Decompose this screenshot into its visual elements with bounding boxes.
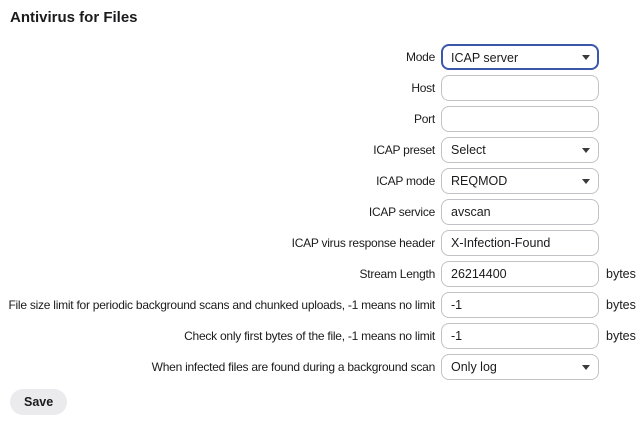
form-row-stream-length	[0, 261, 640, 287]
host-label: Host	[411, 81, 435, 95]
icap-preset-select[interactable]	[441, 137, 599, 163]
icap-mode-label: ICAP mode	[376, 174, 435, 188]
icap-virus-response-header-field	[441, 230, 599, 256]
form-row-icap-service	[0, 199, 640, 225]
file-size-limit-label: File size limit for periodic background scans and chunked uploads, -1 means no limit	[8, 298, 435, 312]
port-input[interactable]	[441, 106, 599, 132]
stream-length-input[interactable]	[441, 261, 599, 287]
icap-virus-response-header-input[interactable]	[441, 230, 599, 256]
mode-field	[441, 44, 599, 70]
icap-mode-select[interactable]	[441, 168, 599, 194]
unit-label: bytes	[606, 267, 636, 281]
antivirus-settings-form	[0, 44, 640, 415]
file-size-limit-field	[441, 292, 599, 318]
infected-files-action-label: When infected files are found during a background scan	[151, 360, 435, 374]
save-button[interactable]: Save	[10, 389, 67, 415]
form-row-icap-preset	[0, 137, 640, 163]
unit-label: bytes	[606, 329, 636, 343]
icap-virus-response-header-label: ICAP virus response header	[291, 236, 435, 250]
form-row-infected-files-action	[0, 354, 640, 380]
check-first-bytes-field	[441, 323, 599, 349]
infected-files-action-select[interactable]	[441, 354, 599, 380]
port-field	[441, 106, 599, 132]
check-first-bytes-input[interactable]	[441, 323, 599, 349]
host-input[interactable]	[441, 75, 599, 101]
host-field	[441, 75, 599, 101]
icap-mode-field	[441, 168, 599, 194]
form-row-port	[0, 106, 640, 132]
stream-length-label: Stream Length	[359, 267, 435, 281]
form-rows	[0, 44, 640, 380]
form-row-icap-virus-response-header	[0, 230, 640, 256]
form-row-file-size-limit	[0, 292, 640, 318]
file-size-limit-input[interactable]	[441, 292, 599, 318]
form-row-host	[0, 75, 640, 101]
mode-label: Mode	[405, 50, 435, 64]
form-row-mode	[0, 44, 640, 70]
check-first-bytes-label: Check only first bytes of the file, -1 means no limit	[184, 329, 435, 343]
port-label: Port	[413, 112, 435, 126]
page-title: Antivirus for Files	[10, 9, 138, 26]
icap-service-input[interactable]	[441, 199, 599, 225]
mode-select[interactable]	[441, 44, 599, 70]
icap-service-label: ICAP service	[368, 205, 435, 219]
infected-files-action-field	[441, 354, 599, 380]
icap-service-field	[441, 199, 599, 225]
unit-label: bytes	[606, 298, 636, 312]
form-row-icap-mode	[0, 168, 640, 194]
icap-preset-field	[441, 137, 599, 163]
stream-length-field	[441, 261, 599, 287]
icap-preset-label: ICAP preset	[373, 143, 435, 157]
form-row-check-first-bytes	[0, 323, 640, 349]
